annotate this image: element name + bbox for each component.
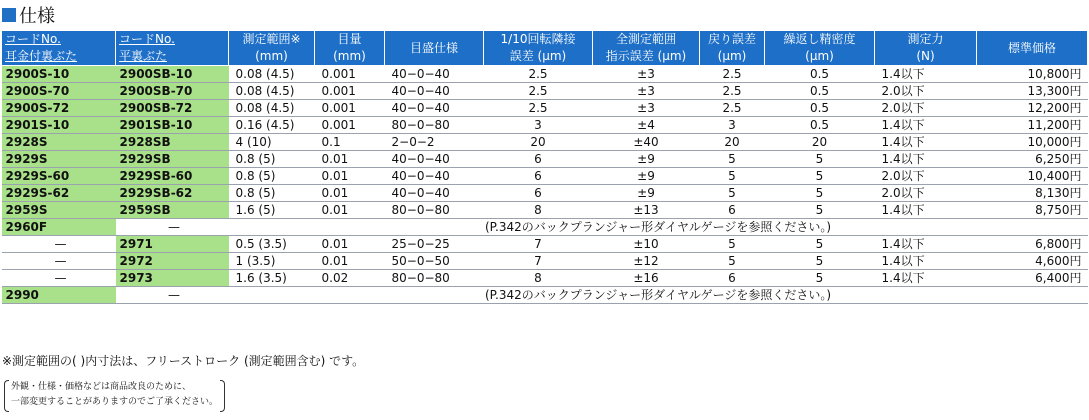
column-header: [229, 31, 315, 66]
code-flat-cell: 2929SB-60: [116, 168, 229, 185]
code-flat-cell: 2928SB: [116, 134, 229, 151]
code-flat-cell: 2972: [116, 253, 229, 270]
range-cell: 1.6 (5): [229, 202, 315, 219]
grad-cell: 0.01: [315, 185, 385, 202]
table-row: [2, 168, 1088, 185]
dial-cell: 40−0−40: [385, 168, 484, 185]
adj-cell: 8: [484, 202, 593, 219]
total-cell: ±9: [593, 151, 700, 168]
grad-cell: 0.001: [315, 66, 385, 83]
force-cell: 2.0以下: [875, 185, 977, 202]
rep-cell: 5: [765, 151, 875, 168]
reference-note-cell: (P.342のバックプランジャー形ダイヤルゲージを参照ください。): [229, 219, 1088, 236]
adj-cell: 3: [484, 117, 593, 134]
column-header-line: (N): [916, 49, 935, 63]
code-flat-cell: 2973: [116, 270, 229, 287]
code-ear-cell: 2900S-70: [2, 83, 116, 100]
column-header-line: (μm): [805, 49, 834, 63]
column-header-line: 全測定範囲: [615, 32, 676, 46]
force-cell: 1.4以下: [875, 66, 977, 83]
total-cell: ±9: [593, 168, 700, 185]
total-cell: ±3: [593, 66, 700, 83]
dial-cell: 2−0−2: [385, 134, 484, 151]
adj-cell: 6: [484, 185, 593, 202]
rep-cell: 20: [765, 134, 875, 151]
ret-cell: 5: [700, 185, 765, 202]
rep-cell: 5: [765, 185, 875, 202]
spec-table-body: [2, 66, 1088, 304]
column-header: [593, 31, 700, 66]
rep-cell: 0.5: [765, 117, 875, 134]
grad-cell: 0.001: [315, 83, 385, 100]
change-notice-line: 一部変更することがありますのでご了承ください。: [11, 397, 219, 407]
grad-cell: 0.01: [315, 168, 385, 185]
table-row: [2, 66, 1088, 83]
ret-cell: 5: [700, 151, 765, 168]
ret-cell: 5: [700, 168, 765, 185]
table-row: [2, 219, 1088, 236]
rep-cell: 5: [765, 270, 875, 287]
column-header-line: (mm): [333, 49, 366, 63]
code-ear-cell: —: [2, 270, 116, 287]
code-ear-cell: 2929S-62: [2, 185, 116, 202]
rep-cell: 0.5: [765, 100, 875, 117]
adj-cell: 7: [484, 236, 593, 253]
total-cell: ±3: [593, 83, 700, 100]
column-header: [700, 31, 765, 66]
price-cell: 13,300円: [977, 83, 1088, 100]
section-title: [2, 2, 55, 28]
force-cell: 2.0以下: [875, 83, 977, 100]
dial-cell: 50−0−50: [385, 253, 484, 270]
column-header-line: コードNo.: [5, 32, 61, 46]
table-row: [2, 117, 1088, 134]
code-flat-cell: 2959SB: [116, 202, 229, 219]
total-cell: ±40: [593, 134, 700, 151]
column-header-line: 目盛仕様: [409, 40, 458, 55]
column-header-line: (mm): [255, 49, 288, 63]
force-cell: 2.0以下: [875, 168, 977, 185]
column-header-line: 1/10回転隣接: [500, 32, 576, 46]
grad-cell: 0.01: [315, 202, 385, 219]
change-notice: [4, 380, 225, 410]
force-cell: 1.4以下: [875, 253, 977, 270]
force-cell: 1.4以下: [875, 202, 977, 219]
code-ear-cell: 2960F: [2, 219, 116, 236]
range-cell: 0.5 (3.5): [229, 236, 315, 253]
remark-bracket-right: [220, 380, 225, 412]
price-cell: 10,000円: [977, 134, 1088, 151]
spec-table-header: [2, 31, 1088, 66]
price-cell: 10,400円: [977, 168, 1088, 185]
force-cell: 2.0以下: [875, 100, 977, 117]
column-header-line: 標準価格: [1007, 40, 1056, 55]
range-cell: 0.16 (4.5): [229, 117, 315, 134]
adj-cell: 2.5: [484, 100, 593, 117]
column-header: [385, 31, 484, 66]
total-cell: ±9: [593, 185, 700, 202]
adj-cell: 7: [484, 253, 593, 270]
code-ear-cell: 2959S: [2, 202, 116, 219]
grad-cell: 0.02: [315, 270, 385, 287]
table-row: [2, 253, 1088, 270]
header-row: [2, 31, 1088, 66]
grad-cell: 0.1: [315, 134, 385, 151]
price-cell: 6,400円: [977, 270, 1088, 287]
table-row: [2, 134, 1088, 151]
code-ear-cell: 2900S-10: [2, 66, 116, 83]
dial-cell: 40−0−40: [385, 151, 484, 168]
column-header-line: 測定範囲※: [242, 32, 301, 46]
code-ear-cell: 2929S-60: [2, 168, 116, 185]
force-cell: 1.4以下: [875, 151, 977, 168]
column-header: [977, 31, 1088, 66]
column-header: [2, 31, 116, 66]
ret-cell: 5: [700, 253, 765, 270]
column-header: [875, 31, 977, 66]
force-cell: 1.4以下: [875, 236, 977, 253]
dial-cell: 25−0−25: [385, 236, 484, 253]
code-ear-cell: 2990: [2, 287, 116, 304]
change-notice-line: 外観・仕様・価格などは商品改良のために、: [11, 382, 192, 392]
ret-cell: 6: [700, 202, 765, 219]
ret-cell: 20: [700, 134, 765, 151]
column-header-line: (μm): [717, 49, 747, 63]
force-cell: 1.4以下: [875, 117, 977, 134]
price-cell: 8,130円: [977, 185, 1088, 202]
range-cell: 0.8 (5): [229, 168, 315, 185]
dial-cell: 80−0−80: [385, 117, 484, 134]
table-row: [2, 270, 1088, 287]
ret-cell: 2.5: [700, 66, 765, 83]
force-cell: 1.4以下: [875, 270, 977, 287]
total-cell: ±3: [593, 100, 700, 117]
reference-note-cell: (P.342のバックプランジャー形ダイヤルゲージを参照ください。): [229, 287, 1088, 304]
total-cell: ±12: [593, 253, 700, 270]
code-flat-cell: —: [116, 287, 229, 304]
rep-cell: 0.5: [765, 66, 875, 83]
table-row: [2, 100, 1088, 117]
column-header: [116, 31, 229, 66]
ret-cell: 2.5: [700, 100, 765, 117]
price-cell: 10,800円: [977, 66, 1088, 83]
column-header: [765, 31, 875, 66]
remark-bracket-left: [4, 380, 9, 412]
total-cell: ±4: [593, 117, 700, 134]
spec-table: [1, 30, 1088, 304]
grad-cell: 0.001: [315, 117, 385, 134]
adj-cell: 8: [484, 270, 593, 287]
column-header: [315, 31, 385, 66]
dial-cell: 40−0−40: [385, 185, 484, 202]
title-square-icon: [2, 8, 16, 22]
range-cell: 0.08 (4.5): [229, 66, 315, 83]
column-header-line: 平裏ぶた: [119, 49, 168, 63]
column-header-line: 測定力: [907, 32, 944, 46]
price-cell: 6,800円: [977, 236, 1088, 253]
range-cell: 0.08 (4.5): [229, 100, 315, 117]
dial-cell: 40−0−40: [385, 66, 484, 83]
range-cell: 1.6 (3.5): [229, 270, 315, 287]
column-header-line: 誤差 (μm): [509, 49, 567, 63]
table-row: [2, 185, 1088, 202]
code-flat-cell: 2901SB-10: [116, 117, 229, 134]
dial-cell: 80−0−80: [385, 202, 484, 219]
range-cell: 0.08 (4.5): [229, 83, 315, 100]
ret-cell: 5: [700, 236, 765, 253]
grad-cell: 0.01: [315, 253, 385, 270]
column-header-line: 指示誤差 (μm): [605, 49, 687, 63]
range-footnote: ※測定範囲の( )内寸法は、フリーストローク (測定範囲含む) です。: [2, 354, 365, 368]
column-header-line: コードNo.: [119, 32, 175, 46]
dial-cell: 40−0−40: [385, 100, 484, 117]
ret-cell: 6: [700, 270, 765, 287]
rep-cell: 5: [765, 236, 875, 253]
code-ear-cell: 2900S-72: [2, 100, 116, 117]
rep-cell: 0.5: [765, 83, 875, 100]
ret-cell: 2.5: [700, 83, 765, 100]
code-flat-cell: 2900SB-70: [116, 83, 229, 100]
grad-cell: 0.01: [315, 151, 385, 168]
table-row: [2, 83, 1088, 100]
code-ear-cell: —: [2, 253, 116, 270]
adj-cell: 6: [484, 168, 593, 185]
range-cell: 1 (3.5): [229, 253, 315, 270]
code-flat-cell: 2929SB: [116, 151, 229, 168]
ret-cell: 3: [700, 117, 765, 134]
column-header-line: 耳金付裏ぶた: [5, 49, 78, 63]
range-cell: 0.8 (5): [229, 185, 315, 202]
range-cell: 0.8 (5): [229, 151, 315, 168]
code-ear-cell: —: [2, 236, 116, 253]
table-row: [2, 236, 1088, 253]
adj-cell: 20: [484, 134, 593, 151]
rep-cell: 5: [765, 202, 875, 219]
column-header-line: 戻り誤差: [707, 32, 756, 46]
table-row: [2, 287, 1088, 304]
total-cell: ±10: [593, 236, 700, 253]
price-cell: 11,200円: [977, 117, 1088, 134]
adj-cell: 2.5: [484, 83, 593, 100]
table-row: [2, 202, 1088, 219]
code-flat-cell: 2971: [116, 236, 229, 253]
code-ear-cell: 2929S: [2, 151, 116, 168]
code-ear-cell: 2901S-10: [2, 117, 116, 134]
section-title-text: 仕様: [19, 6, 55, 27]
column-header: [484, 31, 593, 66]
column-header-line: 目量: [337, 32, 362, 46]
price-cell: 6,250円: [977, 151, 1088, 168]
price-cell: 12,200円: [977, 100, 1088, 117]
code-flat-cell: 2900SB-10: [116, 66, 229, 83]
range-cell: 4 (10): [229, 134, 315, 151]
code-flat-cell: 2929SB-62: [116, 185, 229, 202]
code-flat-cell: —: [116, 219, 229, 236]
grad-cell: 0.01: [315, 236, 385, 253]
dial-cell: 40−0−40: [385, 83, 484, 100]
force-cell: 1.4以下: [875, 134, 977, 151]
dial-cell: 80−0−80: [385, 270, 484, 287]
total-cell: ±16: [593, 270, 700, 287]
total-cell: ±13: [593, 202, 700, 219]
adj-cell: 2.5: [484, 66, 593, 83]
price-cell: 4,600円: [977, 253, 1088, 270]
code-flat-cell: 2900SB-72: [116, 100, 229, 117]
table-row: [2, 151, 1088, 168]
grad-cell: 0.001: [315, 100, 385, 117]
rep-cell: 5: [765, 253, 875, 270]
adj-cell: 6: [484, 151, 593, 168]
rep-cell: 5: [765, 168, 875, 185]
code-ear-cell: 2928S: [2, 134, 116, 151]
price-cell: 8,750円: [977, 202, 1088, 219]
column-header-line: 繰返し精密度: [783, 32, 856, 46]
